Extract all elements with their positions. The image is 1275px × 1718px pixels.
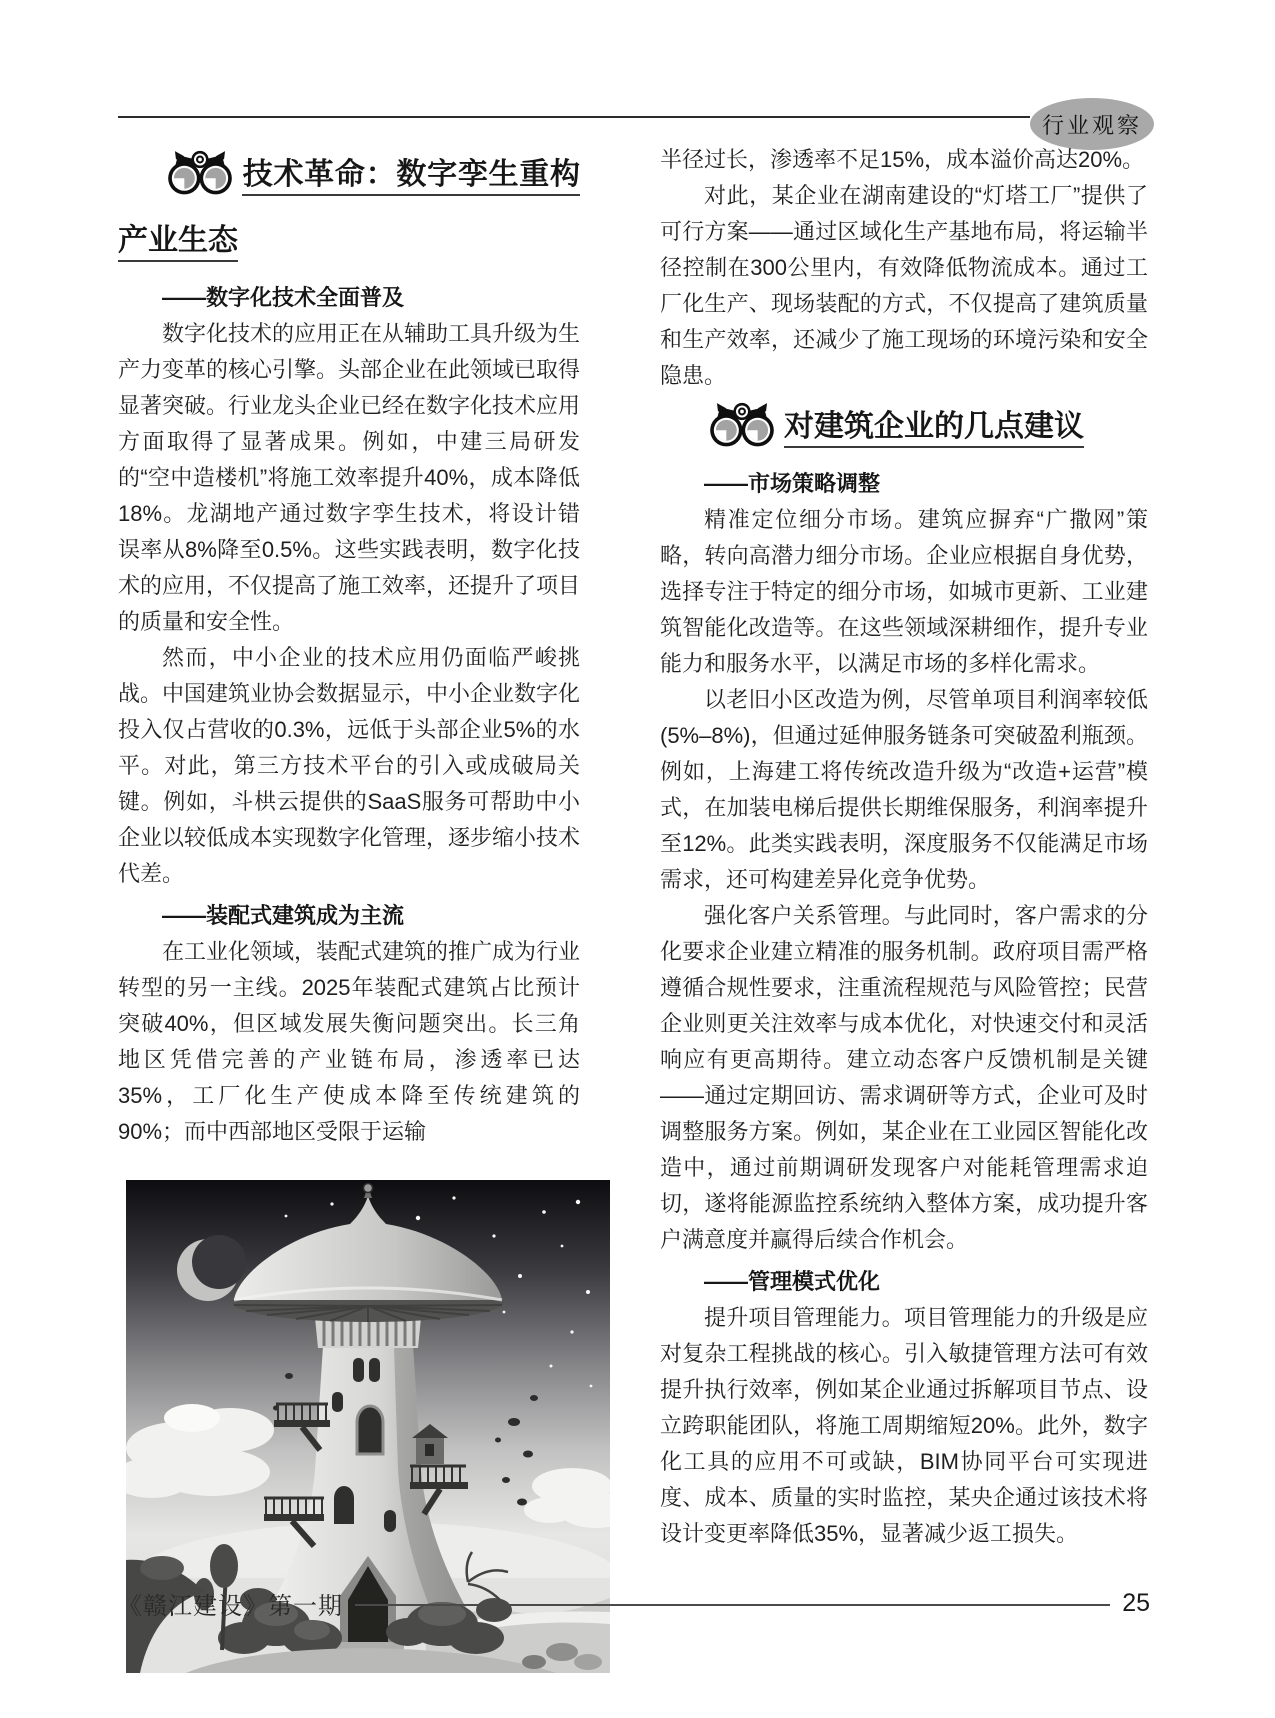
paragraph: 数字化技术的应用正在从辅助工具升级为生产力变革的核心引擎。头部企业在此领域已取得显著突破。行业龙头企业已经在数字化技术应用方面取得了显著成果。例如，中建三局研发的“空中造楼机”将施工效率提升40%，成本降低18%。龙湖地产通过数字孪生技术，将设计错误率从8%降至0.5%。这些实践表明，数字化技术的应用，不仅提高了施工效率，还提升了项目的质量和安全性。 [118,321,581,634]
paragraph: 半径过长，渗透率不足15%，成本溢价高达20%。 [660,147,1145,172]
paragraph: 对此，某企业在湖南建设的“灯塔工厂”提供了可行方案——通过区域化生产基地布局，将运输半径控制在300公里内，有效降低物流成本。通过工厂化生产、现场装配的方式，不仅提高了建筑质量和生产效率，还减少了施工现场的环境污染和安全隐患。 [660,183,1148,388]
left-column [118,142,580,1673]
headline-text: 技术革命：数字孪生重构产业生态 [118,158,580,257]
paragraph: 以老旧小区改造为例，尽管单项目利润率较低(5%–8%)，但通过延伸服务链条可突破盈利瓶颈。例如，上海建工将传统改造升级为“改造+运营”模式，在加装电梯后提供长期维保服务，利润率提升至12%。此类实践表明，深度服务不仅能满足市场需求，还可构建差异化竞争优势。 [660,687,1148,892]
paragraph: 在工业化领域，装配式建筑的推广成为行业转型的另一主线。2025年装配式建筑占比预计突破40%，但区域发展失衡问题突出。长三角地区凭借完善的产业链布局，渗透率已达35%，工厂化生产使成本降至传统建筑的90%；而中西部地区受限于运输 [118,939,581,1144]
header-rule [118,116,1030,118]
paragraph: 精准定位细分市场。建筑应摒弃“广撒网”策略，转向高潜力细分市场。企业应根据自身优势，选择专注于特定的细分市场，如城市更新、工业建筑智能化改造等。在这些领域深耕细作，提升专业能力和服务水平，以满足市场的多样化需求。 [660,507,1148,676]
page-number: 25 [1122,1589,1150,1617]
paragraph: 强化客户关系管理。与此同时，客户需求的分化要求企业建立精准的服务机制。政府项目需严格遵循合规性要求，注重流程规范与风险管控；民营企业则更关注效率与成本优化，对快速交付和灵活响应有更高期待。建立动态客户反馈机制是关键——通过定期回访、需求调研等方式，企业可及时调整服务方案。例如，某企业在工业园区智能化改造中，通过前期调研发现客户对能耗管理需求迫切，遂将能源监控系统纳入整体方案，成功提升客户满意度并赢得后续合作机会。 [660,903,1148,1252]
section-headline [660,394,1148,460]
paragraph: 然而，中小企业的技术应用仍面临严峻挑战。中国建筑业协会数据显示，中小企业数字化投入仅占营收的0.3%，远低于头部企业5%的水平。对此，第三方技术平台的引入或成破局关键。例如，斗栱云提供的SaaS服务可帮助中小企业以较低成本实现数字化管理，逐步缩小技术代差。 [118,645,581,886]
page-footer [118,1586,1150,1621]
footer-rule [355,1604,1110,1606]
section-headline [118,142,580,274]
paragraph: 提升项目管理能力。项目管理能力的升级是应对复杂工程挑战的核心。引入敏捷管理方法可有效提升执行效率，例如某企业通过拆解项目节点、设立跨职能团队，将施工周期缩短20%。此外，数字化工具的应用不可或缺，BIM协同平台可实现进度、成本、质量的实时监控，某央企通过该技术将设计变更率降低35%，显著减少返工损失。 [660,1305,1148,1546]
binoculars-icon [706,400,778,448]
binoculars-icon [164,148,236,196]
section-subhead: ——数字化技术全面普及 [162,285,405,310]
section-subhead: ——管理模式优化 [704,1269,881,1294]
section-subhead: ——装配式建筑成为主流 [162,903,405,928]
headline-text: 对建筑企业的几点建议 [784,410,1084,443]
journal-title: 《赣江建设》第一期 [118,1592,343,1620]
section-subhead: ——市场策略调整 [704,471,881,496]
badge-label: 行业观察 [1041,113,1142,139]
right-column [660,142,1148,1552]
